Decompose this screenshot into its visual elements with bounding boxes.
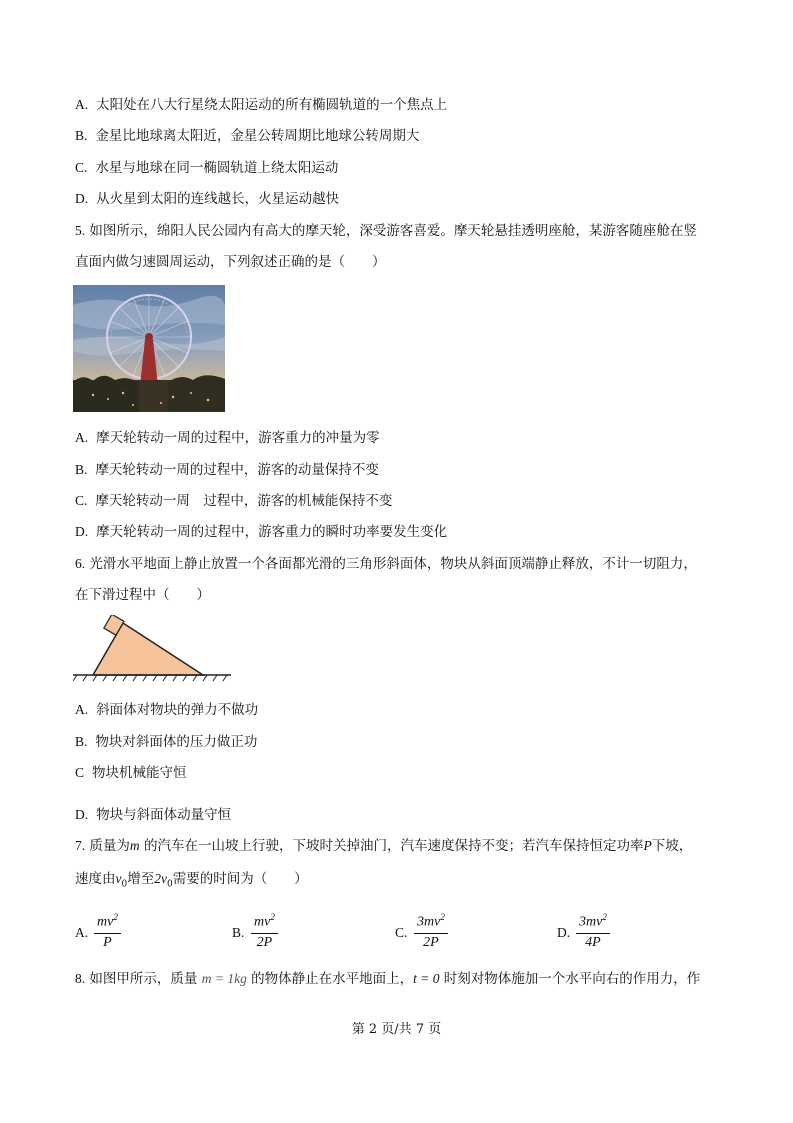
q6-option-a: A. 斜面体对物块的弹力不做功 bbox=[75, 702, 259, 718]
q7-stem-line1: 7. 质量为m 的汽车在一山坡上行驶，下坡时关掉油门，汽车速度保持不变；若汽车保持恒定功率P下坡， bbox=[75, 838, 693, 854]
q6-option-c: C 物块机械能守恒 bbox=[75, 765, 187, 781]
q4-option-c: C. 水星与地球在同一椭圆轨道上绕太阳运动 bbox=[75, 160, 339, 176]
q4-option-a: A. 太阳处在八大行星绕太阳运动的所有椭圆轨道的一个焦点上 bbox=[75, 97, 448, 113]
q7-choice-a-fraction: $\frac{mv^2}{P}$ bbox=[94, 908, 121, 952]
q6-stem-line2: 在下滑过程中（ ） bbox=[75, 587, 210, 603]
q7-choice-d-fraction: $\frac{3mv^2}{4P}$ bbox=[576, 908, 610, 952]
q6-option-d: D. 物块与斜面体动量守恒 bbox=[75, 807, 232, 823]
q5-option-c: C. 摩天轮转动一周 过程中，游客的机械能保持不变 bbox=[75, 493, 393, 509]
q7-choice-a-label: A. bbox=[75, 925, 89, 940]
q4-option-d: D. 从火星到太阳的连线越长，火星运动越快 bbox=[75, 191, 340, 207]
q5-option-d: D. 摩天轮转动一周的过程中，游客重力的瞬时功率要发生变化 bbox=[75, 524, 448, 540]
q7-choice-c-fraction: $\frac{3mv^2}{2P}$ bbox=[414, 908, 448, 952]
q5-option-b: B. 摩天轮转动一周的过程中，游客的动量保持不变 bbox=[75, 462, 379, 478]
page-footer: 第 2 页/共 7 页 bbox=[351, 1022, 442, 1037]
q5-stem-line2: 直面内做匀速圆周运动，下列叙述正确的是（ ） bbox=[75, 254, 386, 270]
q7-choice-c-label: C. bbox=[395, 925, 408, 940]
incline-diagram bbox=[73, 615, 233, 691]
ferris-wheel-photo bbox=[73, 285, 225, 412]
q6-stem-line1: 6. 光滑水平地面上静止放置一个各面都光滑的三角形斜面体，物块从斜面顶端静止释放，不计一切阻力， bbox=[75, 556, 697, 572]
q7-choice-b-label: B. bbox=[232, 925, 245, 940]
q7-stem-line2: 速度由$v_0$增至$2v_0$需要的时间为（ ） bbox=[75, 871, 308, 890]
q7-choice-b-fraction: $\frac{mv^2}{2P}$ bbox=[251, 908, 278, 952]
q6-option-b: B. 物块对斜面体的压力做正功 bbox=[75, 734, 258, 750]
q5-option-a: A. 摩天轮转动一周的过程中，游客重力的冲量为零 bbox=[75, 430, 380, 446]
q4-option-b: B. 金星比地球离太阳近，金星公转周期比地球公转周期大 bbox=[75, 128, 420, 144]
q5-stem-line1: 5. 如图所示，绵阳人民公园内有高大的摩天轮，深受游客喜爱。摩天轮悬挂透明座舱，某游客随座舱在竖 bbox=[75, 223, 697, 239]
q8-stem-line1: 8. 如图甲所示，质量 m = 1kg 的物体静止在水平地面上，t = 0 时刻对物体施加一个水平向右的作用力，作 bbox=[75, 971, 701, 987]
q7-choice-d-label: D. bbox=[557, 925, 571, 940]
